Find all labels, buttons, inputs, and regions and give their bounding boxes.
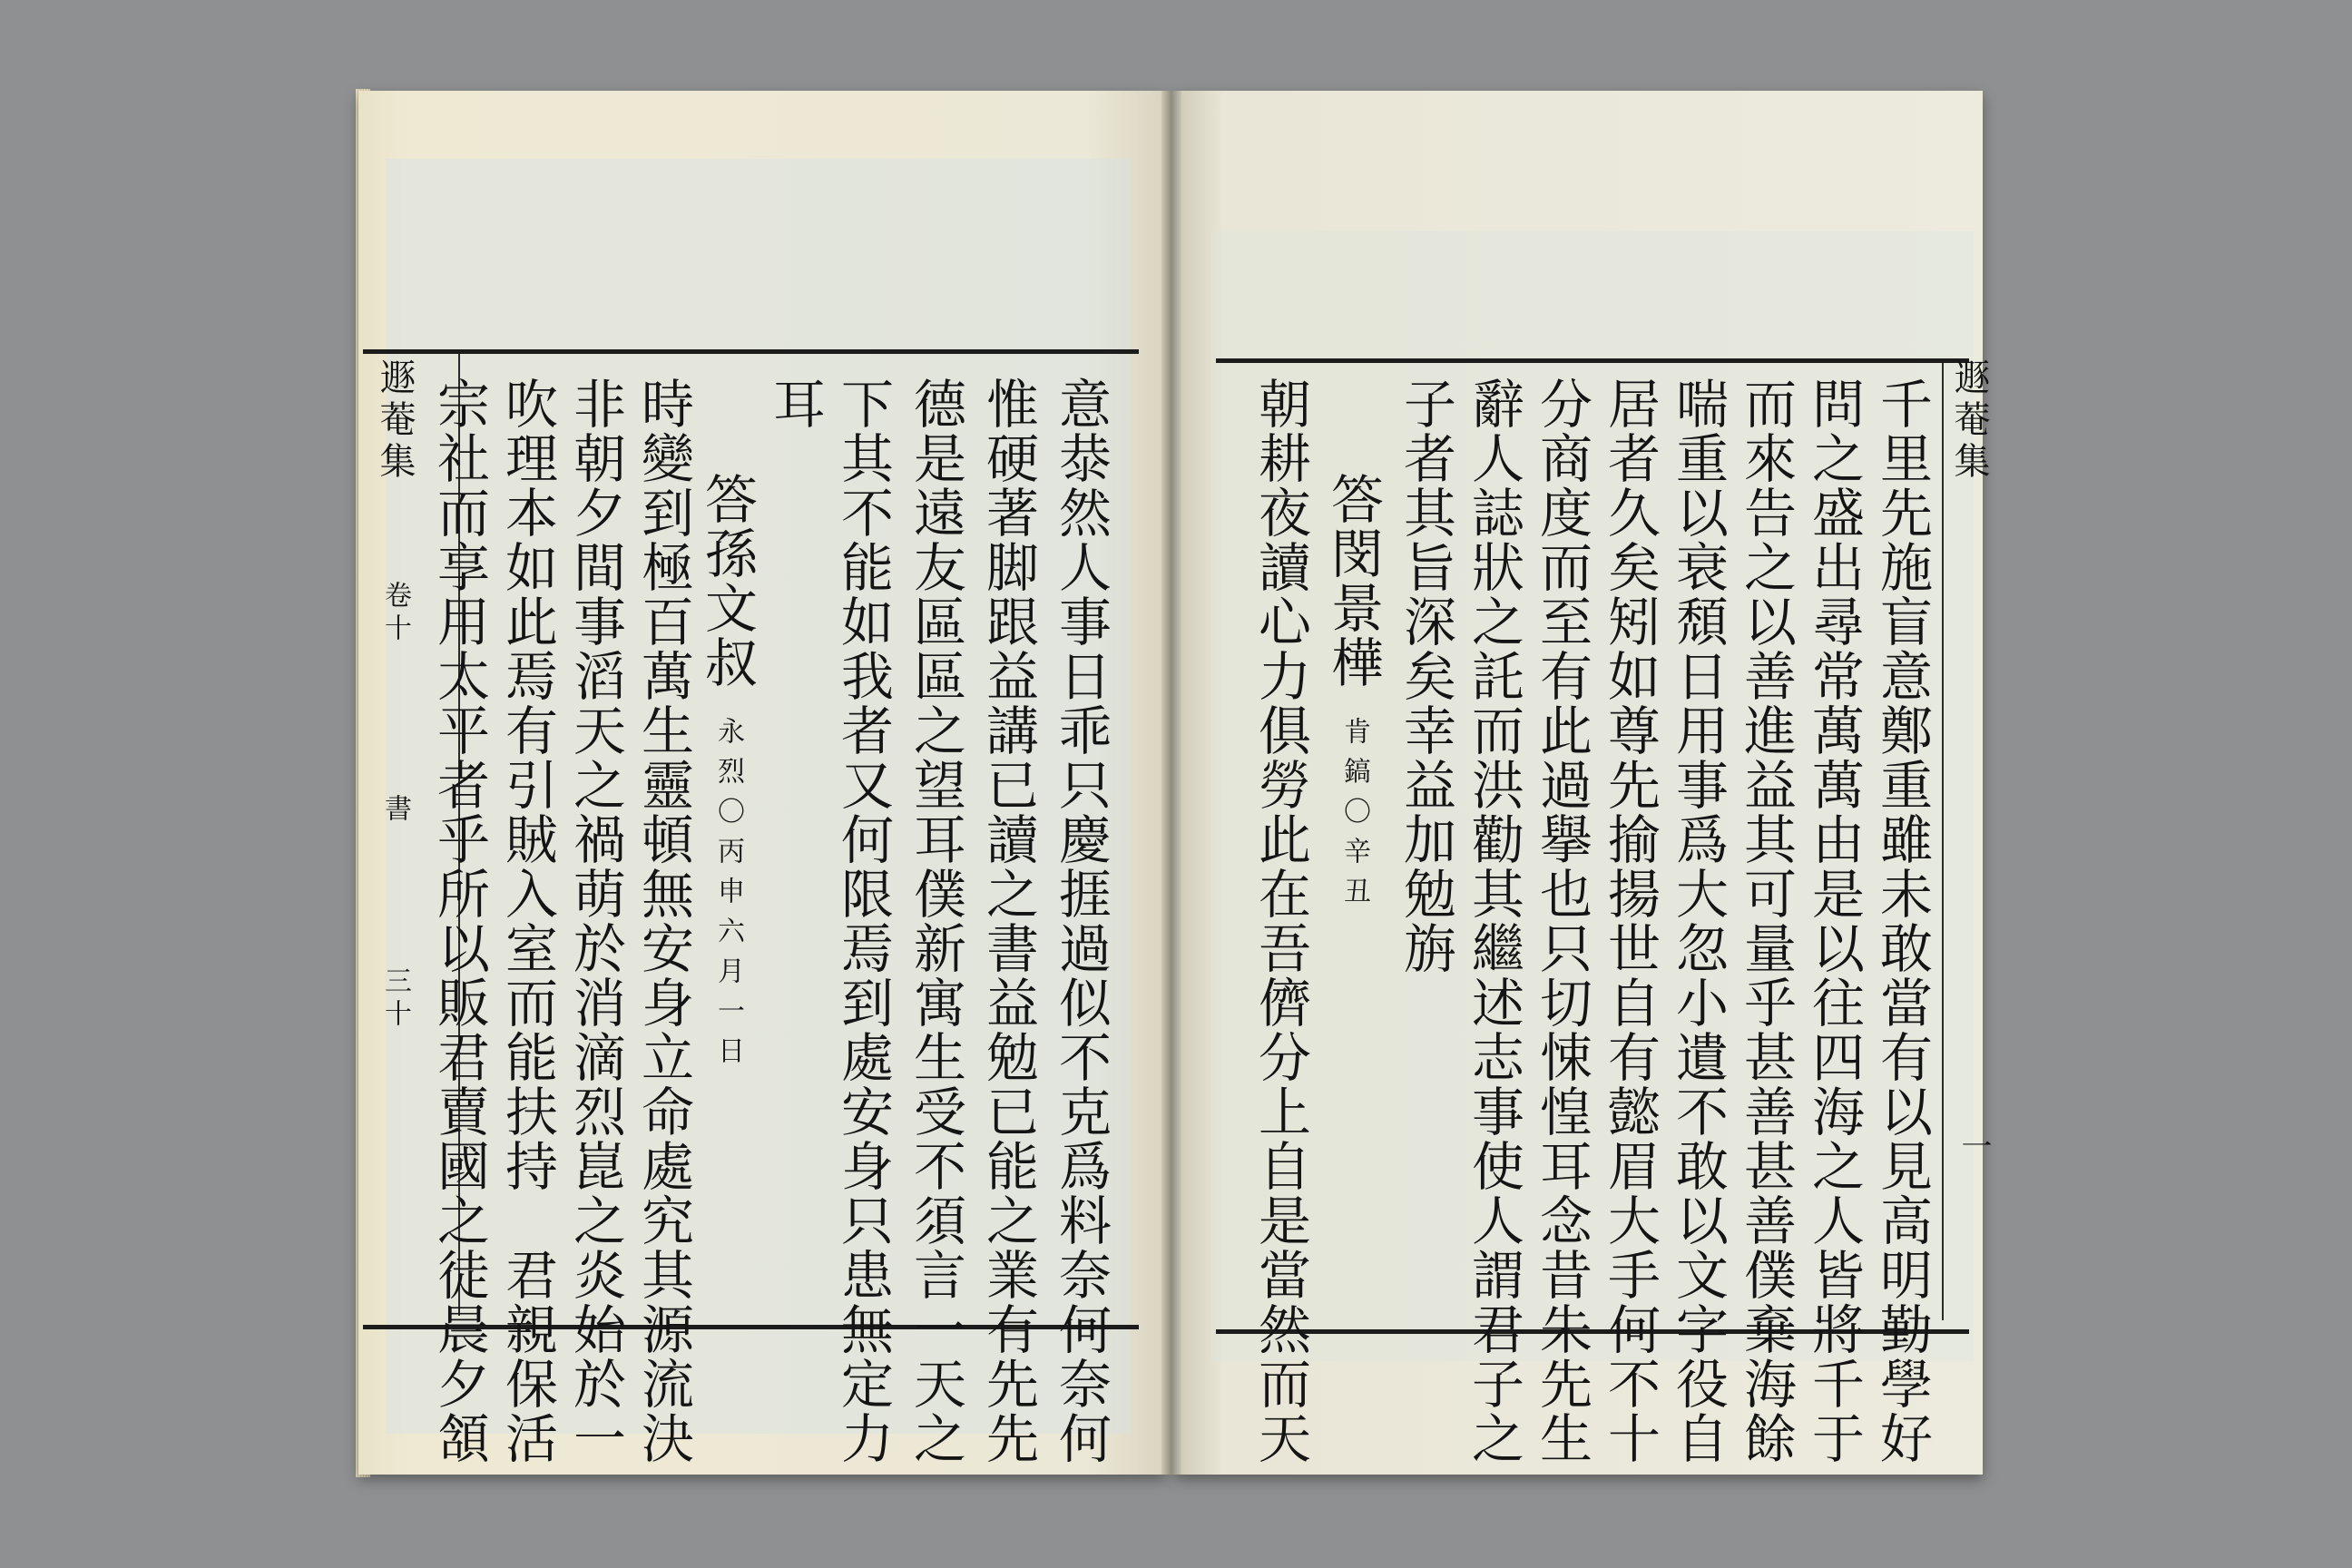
right-column-2: 問之盛出尋常萬萬由是以往四海之人皆將千于 <box>1803 377 1865 1465</box>
right-column-6: 分商度而至有此過擧也只切悚惶耳念昔朱先生 <box>1531 377 1592 1465</box>
left-column-4: 下其不能如我者又何限焉到處安身只患無定力 <box>832 377 894 1465</box>
right-column-5: 居者久矣矧如尊先揄揚世自有懿眉大手何不十 <box>1599 377 1661 1465</box>
left-margin-title: 遯菴集 <box>374 358 416 484</box>
right-body-column-1: 朝耕夜讀心力俱勞此在吾儕分上自是當然而天 <box>1250 377 1311 1465</box>
left-margin-volume: 卷十 <box>379 581 411 646</box>
book-gutter <box>1161 91 1181 1475</box>
right-margin-rule <box>1942 363 1944 1320</box>
right-column-7: 辭人誌狀之託而洪勸其繼述志事使人謂君子之 <box>1463 377 1524 1465</box>
left-body-column-2: 非朝夕間事滔天之禍萌於消滴烈崑之炎始於一 <box>564 377 626 1465</box>
left-column-2: 惟硬著脚跟益講已讀之書益勉已能之業有先先 <box>977 377 1039 1465</box>
right-column-1: 千里先施盲意鄭重雖未敢當有以見高明勤學好 <box>1871 377 1933 1465</box>
left-body-column-3: 吹理本如此焉有引賊入室而能扶持 君親保活 <box>496 377 558 1465</box>
right-column-4: 喘重以衰頹日用事爲大忽小遺不敢以文字役自 <box>1667 377 1729 1465</box>
left-column-1: 意㳟然人事日乖只慶捱過似不克爲料奈何奈何 <box>1050 377 1112 1465</box>
left-column-3: 德是遠友區區之望耳僕新寓生受不須言一天之 <box>905 377 966 1465</box>
right-margin-title: 遯菴集 <box>1948 358 1990 484</box>
right-letter-title: 答閔景樺 <box>1322 472 1384 690</box>
left-body-column-4: 宗社而享用太平者乎所以販君賣國之徒晨夕頷 <box>428 377 490 1465</box>
left-letter-title: 答孫文叔 <box>696 472 758 690</box>
left-margin-section: 書 <box>379 794 411 827</box>
right-column-8: 子者其旨深矣幸益加勉旃 <box>1395 377 1456 975</box>
right-letter-subtitle: 肯鎬〇辛丑 <box>1338 717 1370 916</box>
left-letter-subtitle: 永烈〇丙申六月一日 <box>712 717 744 1076</box>
right-margin-page: 一 <box>1955 1130 1992 1166</box>
left-column-5: 耳 <box>764 377 826 431</box>
left-margin-page: 三十 <box>379 966 411 1032</box>
right-column-3: 而來告之以善進益其可量乎甚善甚善僕棄海餘 <box>1735 377 1797 1465</box>
left-body-column-1: 時變到極百萬生靈頓無安身立命處究其源流決 <box>632 377 694 1465</box>
